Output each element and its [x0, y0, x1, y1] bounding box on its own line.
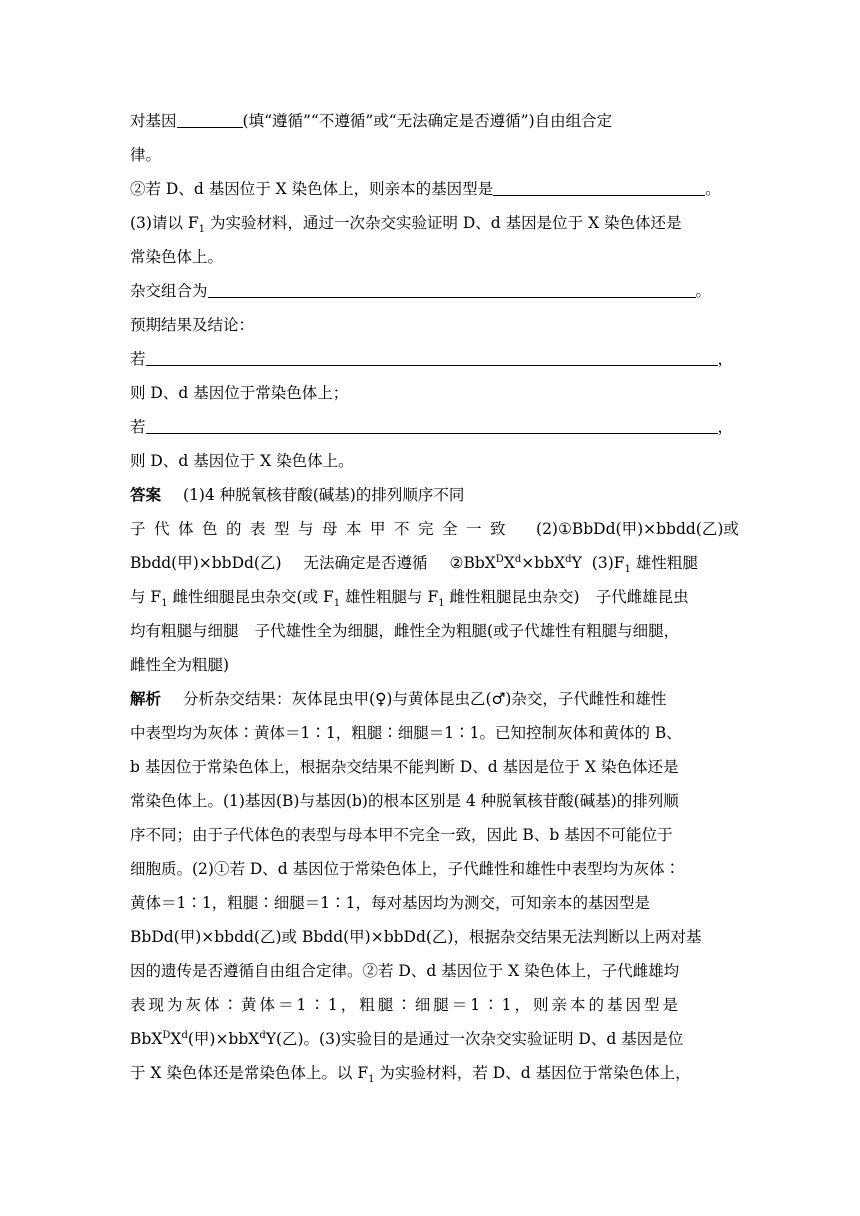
- subscript: 1: [333, 598, 341, 610]
- analysis-line-7: 黄体＝1∶1，粗腿∶细腿＝1∶1，每对基因均为测交，可知亲本的基因型是: [130, 894, 650, 912]
- analysis-line-10: 表现为灰体∶黄体＝1∶1，粗腿∶细腿＝1∶1，则亲本的基因型是: [130, 996, 681, 1014]
- answer-blank[interactable]: [493, 177, 705, 196]
- text: (3)请以 F: [130, 214, 199, 232]
- text: Y: [571, 554, 582, 572]
- text: 子代雄性全为细腿，雌性全为粗腿(或子代雄性有粗腿与细腿，: [254, 622, 680, 640]
- text: 于 X 染色体还是常染色体上。以 F: [130, 1064, 369, 1082]
- question-line-10: [130, 410, 734, 444]
- analysis-line-3: b 基因位于常染色体上，根据杂交结果不能判断 D、d 基因是位于 X 染色体还是: [130, 758, 679, 776]
- superscript: d: [514, 553, 522, 565]
- text: 雄性粗腿: [630, 554, 698, 572]
- analysis-label: 解析: [130, 689, 162, 708]
- analysis-line-6: 细胞质。(2)①若 D、d 基因位于常染色体上，子代雌性和雄性中表型均为灰体∶: [130, 860, 681, 878]
- question-line-7: 预期结果及结论：: [130, 316, 255, 334]
- analysis-line-8: BbDd(甲)×bbdd(乙)或 Bbdd(甲)×bbDd(乙)，根据杂交结果无法判断以上两对基: [130, 928, 702, 946]
- text: 无法确定是否遵循: [303, 554, 428, 572]
- text: (甲)×bbX: [187, 1030, 260, 1048]
- subscript: 1: [198, 224, 206, 236]
- text: 为实验材料，通过一次杂交实验证明 D、d 基因是位于 X 染色体还是: [205, 214, 682, 232]
- text: ②BbX: [449, 554, 496, 572]
- superscript: D: [162, 1029, 171, 1041]
- text: (2)①BbDd(甲)×bbdd(乙)或: [536, 520, 739, 538]
- answer-label: 答案: [130, 485, 162, 504]
- question-line-4: [130, 206, 730, 240]
- text: 若: [130, 418, 146, 436]
- text: (1)4 种脱氧核苷酸(碱基)的排列顺序不同: [183, 486, 465, 504]
- superscript: d: [181, 1029, 188, 1041]
- subscript: 1: [624, 564, 631, 576]
- answer-blank[interactable]: [146, 347, 718, 366]
- document-body: [130, 104, 739, 1090]
- text: 雌性细腿昆虫杂交(或 F: [167, 588, 334, 606]
- analysis-line-9: 因的遗传是否遵循自由组合定律。②若 D、d 基因位于 X 染色体上，子代雌雄均: [130, 962, 680, 980]
- question-line-3: [130, 172, 730, 206]
- text: 分析杂交结果：灰体昆虫甲(♀)与黄体昆虫乙(♂)杂交，子代雌性和雄性: [183, 690, 667, 708]
- answer-blank[interactable]: [208, 279, 696, 298]
- analysis-line-2: 中表型均为灰体∶黄体＝1∶1，粗腿∶细腿＝1∶1。已知控制灰体和黄体的 B、: [130, 724, 682, 742]
- text: 子代雌雄昆虫: [595, 588, 689, 606]
- answer-line-5: [130, 614, 730, 648]
- answer-blank[interactable]: [146, 415, 718, 434]
- superscript: d: [565, 553, 572, 565]
- text: 为实验材料，若 D、d 基因位于常染色体上，: [374, 1064, 691, 1082]
- text: ②若 D、d 基因位于 X 染色体上，则亲本的基因型是: [130, 180, 494, 198]
- question-line-6: [130, 274, 730, 308]
- text: 对基因: [130, 112, 177, 130]
- analysis-line-5: 序不同；由于子代体色的表型与母本甲不完全一致，因此 B、b 基因不可能位于: [130, 826, 673, 844]
- text: 子代体色的表型与母本甲不完全一致: [130, 520, 515, 538]
- text: (3)F: [591, 554, 625, 572]
- question-line-2: 律。: [130, 146, 162, 164]
- analysis-line-11: [130, 1022, 730, 1056]
- question-line-11: 则 D、d 基因位于 X 染色体上。: [130, 452, 354, 470]
- subscript: 1: [438, 598, 445, 610]
- analysis-line-4: 常染色体上。(1)基因(B)与基因(b)的根本区别是 4 种脱氧核苷酸(碱基)的排列顺: [130, 792, 679, 810]
- text: 雌性粗腿昆虫杂交): [444, 588, 580, 606]
- text: X: [170, 1030, 182, 1048]
- text: 。: [695, 282, 712, 300]
- text: 与 F: [130, 588, 162, 606]
- text: 若: [130, 350, 146, 368]
- text: Y(乙)。(3)实验目的是通过一次杂交实验证明 D、d 基因是位: [265, 1030, 684, 1048]
- text: ×bbX: [521, 554, 566, 572]
- answer-blank[interactable]: [177, 109, 243, 128]
- text: ，: [717, 418, 734, 436]
- answer-line-2: [130, 512, 739, 546]
- superscript: D: [495, 553, 504, 565]
- question-line-8: [130, 342, 734, 376]
- subscript: 1: [368, 1074, 375, 1086]
- text: 杂交组合为: [130, 282, 208, 300]
- text: 雄性粗腿与 F: [340, 588, 439, 606]
- text: ，: [717, 350, 734, 368]
- question-line-5: 常染色体上。: [130, 248, 224, 266]
- text: (填“遵循”“不遵循”或“无法确定是否遵循”)自由组合定: [242, 112, 613, 130]
- text: 均有粗腿与细腿: [130, 622, 239, 640]
- answer-line-4: [130, 580, 730, 614]
- answer-line-3: [130, 546, 730, 580]
- subscript: 1: [161, 598, 168, 610]
- answer-line-6: 雌性全为粗腿): [130, 656, 230, 674]
- answer-line-1: [130, 478, 730, 512]
- text: X: [503, 554, 515, 572]
- text: Bbdd(甲)×bbDd(乙): [130, 554, 282, 572]
- superscript: d: [259, 1029, 266, 1041]
- text: BbX: [130, 1030, 163, 1048]
- analysis-line-1: [130, 682, 730, 716]
- analysis-line-12: [130, 1056, 730, 1090]
- question-line-1: [130, 104, 730, 138]
- question-line-9: 则 D、d 基因位于常染色体上；: [130, 384, 349, 402]
- text: 。: [705, 180, 721, 198]
